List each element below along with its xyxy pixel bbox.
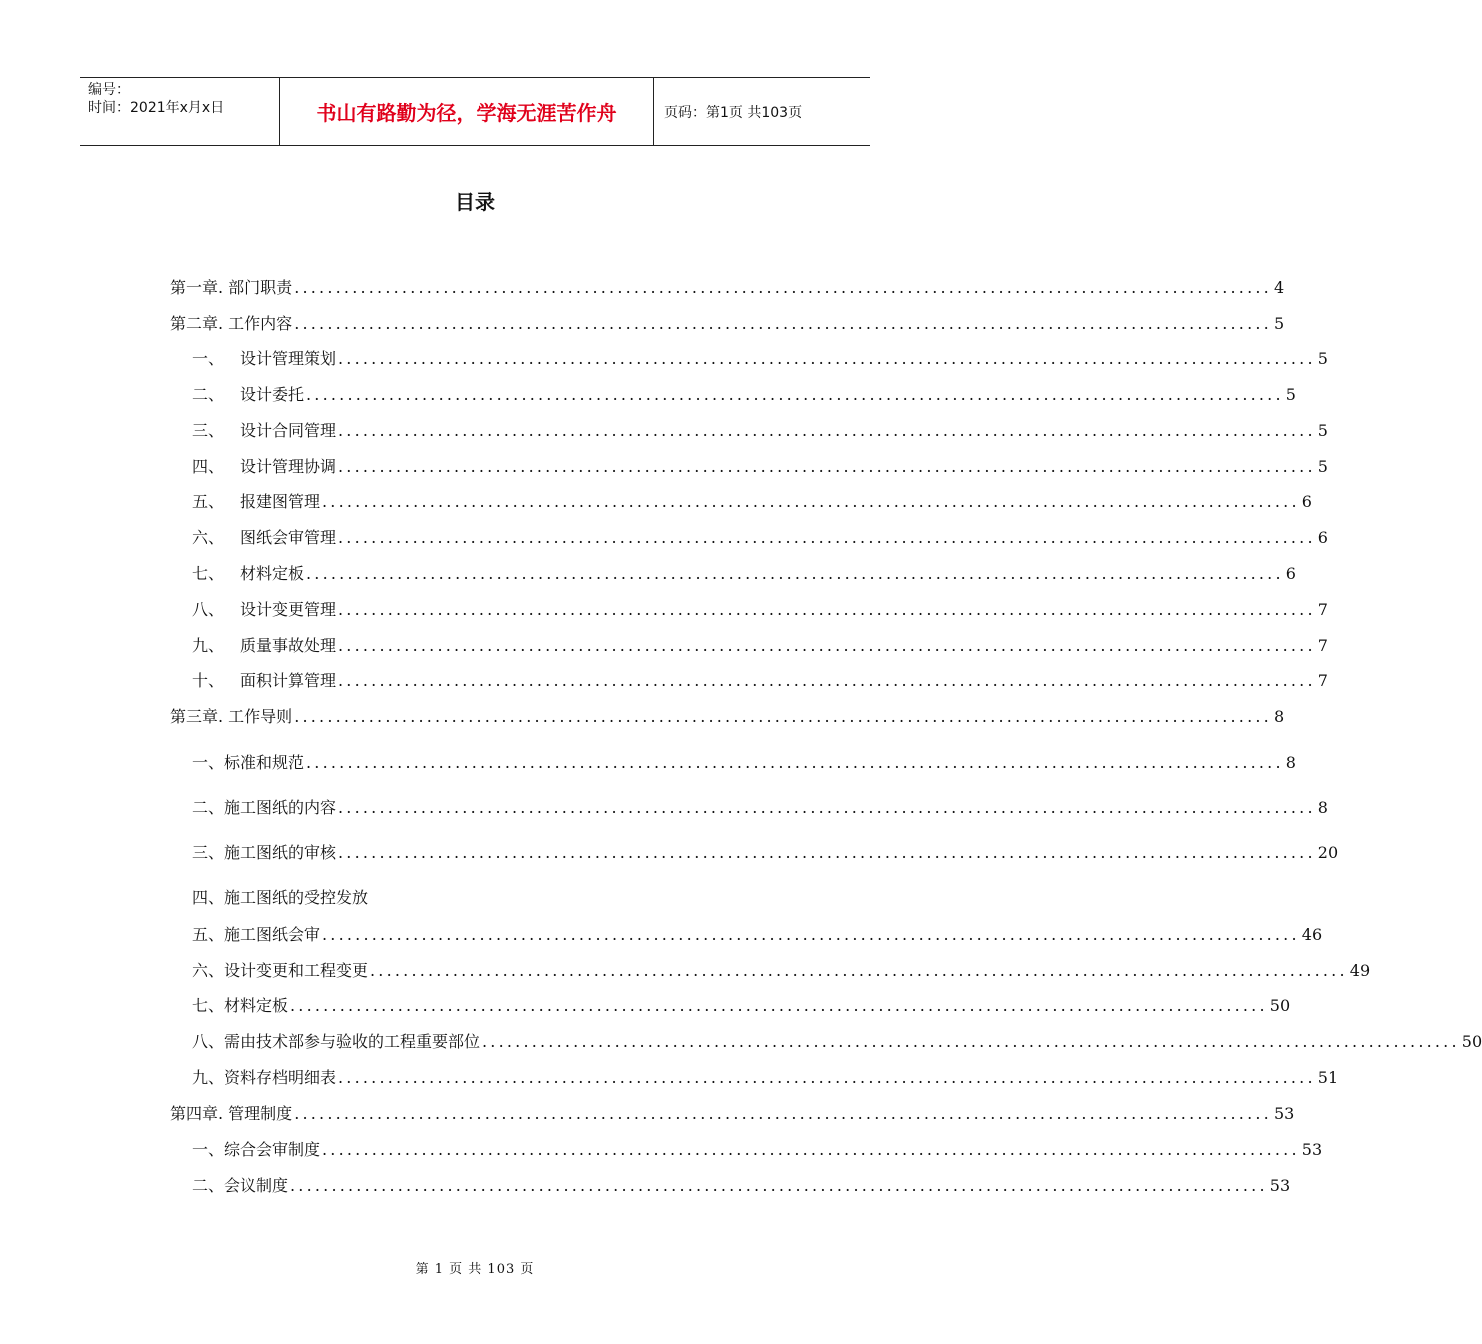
page-header [80,77,870,146]
toc-item-page: 49 [1349,961,1371,980]
toc-item-number: 七、 [192,564,225,583]
toc-item[interactable] [192,995,1291,1017]
toc-item-label: 一、综合会审制度 [192,1140,321,1159]
toc-item-page: 53 [1269,1176,1291,1195]
toc-item-label: 设计委托 [240,385,305,404]
toc-item-label: 报建图管理 [240,492,321,511]
toc-item-label: 九、资料存档明细表 [192,1068,337,1087]
toc-leader: ...................................................................................................................... [338,528,1316,547]
toc-leader: ...................................................................................................................... [306,385,1284,404]
toc-item[interactable] [192,563,1296,585]
toc-item-page: 5 [1317,457,1328,476]
toc-leader: ...................................................................................................................... [338,843,1316,862]
toc-leader: ...................................................................................................................... [338,600,1316,619]
toc-item[interactable] [192,752,1296,774]
toc-item-page: 50 [1269,996,1291,1015]
toc-item[interactable] [192,1067,1339,1089]
toc-item-number: 六、 [192,528,225,547]
document-time: 时间：2021年x月x日 [88,100,225,116]
toc-item-label: 第四章. 管理制度 [170,1104,293,1123]
toc-item[interactable] [170,313,1285,335]
toc-item[interactable] [192,924,1323,946]
toc-item-page: 8 [1285,753,1296,772]
toc-item-number: 四、 [192,457,225,476]
toc-item-page: 7 [1317,671,1328,690]
toc-item-label: 材料定板 [240,564,305,583]
page-footer: 第 1 页 共 103 页 [415,1262,535,1277]
toc-item-label: 质量事故处理 [240,636,337,655]
toc-item-page: 8 [1273,707,1285,726]
toc-leader: ...................................................................................................................... [290,1176,1268,1195]
page-title: 目录 [455,190,495,214]
toc-item[interactable] [170,277,1285,299]
toc-item-page: 5 [1273,314,1285,333]
toc-leader: ...................................................................................................................... [338,1068,1316,1087]
toc-item-page: 53 [1301,1140,1323,1159]
toc-item[interactable] [192,348,1328,370]
toc-item[interactable] [192,420,1328,442]
toc-item-label: 二、施工图纸的内容 [192,798,337,817]
toc-leader: ...................................................................................................................... [482,1032,1460,1051]
toc-item-number: 三、 [192,421,225,440]
toc-item-page: 4 [1273,278,1285,297]
toc-leader: ...................................................................................................................... [322,492,1300,511]
toc-item-page: 46 [1301,925,1323,944]
toc-item-label: 第二章. 工作内容 [170,314,293,333]
toc-leader: ...................................................................................................................... [370,961,1348,980]
toc-leader: ...................................................................................................................... [294,1104,1272,1123]
toc-item-page: 7 [1317,600,1328,619]
toc-item-label: 三、施工图纸的审核 [192,843,337,862]
toc-item[interactable] [192,797,1328,819]
toc-item-label: 第三章. 工作导则 [170,707,293,726]
toc-leader: ...................................................................................................................... [338,671,1316,690]
toc-leader: ...................................................................................................................... [306,753,1284,772]
toc-item[interactable] [192,599,1328,621]
toc-item-label: 设计合同管理 [240,421,337,440]
toc-item[interactable] [170,1103,1295,1125]
header-meta [80,78,280,145]
toc-item[interactable] [192,670,1328,692]
toc-item-number: 九、 [192,636,225,655]
toc-item-number: 一、 [192,349,225,368]
toc-item[interactable] [192,491,1312,513]
toc-item-number: 八、 [192,600,225,619]
document-number: 编号： [88,82,130,98]
toc-item-page: 53 [1273,1104,1295,1123]
toc-item-page: 5 [1317,421,1328,440]
header-motto: 书山有路勤为径，学海无涯苦作舟 [280,78,654,145]
toc-leader: ...................................................................................................................... [290,996,1268,1015]
toc-item[interactable] [192,635,1328,657]
toc-leader: ...................................................................................................................... [322,1140,1300,1159]
toc-leader: ...................................................................................................................... [338,636,1316,655]
toc-leader: ...................................................................................................................... [322,925,1300,944]
toc-item-page: 8 [1317,798,1328,817]
toc-item-label: 八、需由技术部参与验收的工程重要部位 [192,1032,481,1051]
toc-item[interactable] [192,456,1328,478]
toc-item-label: 二、会议制度 [192,1176,289,1195]
toc-item-page: 5 [1285,385,1296,404]
toc-item[interactable] [170,706,1285,728]
toc-item-number: 二、 [192,385,225,404]
toc-leader: ...................................................................................................................... [338,349,1316,368]
toc-item[interactable] [192,1139,1323,1161]
toc-item-label: 设计管理策划 [240,349,337,368]
toc-item-page: 7 [1317,636,1328,655]
toc-item-label: 五、施工图纸会审 [192,925,321,944]
toc-item-label: 面积计算管理 [240,671,337,690]
toc-leader: ...................................................................................................................... [338,457,1316,476]
toc-item-number: 五、 [192,492,225,511]
toc-leader: ...................................................................................................................... [294,278,1272,297]
toc-item-label: 图纸会审管理 [240,528,337,547]
toc-item-label: 一、标准和规范 [192,753,305,772]
toc-item-page: 6 [1301,492,1312,511]
toc-item[interactable] [192,384,1296,406]
toc-item[interactable] [192,527,1328,549]
toc-leader: ...................................................................................................................... [306,564,1284,583]
toc-item-page: 5 [1317,349,1328,368]
toc-item-page: 6 [1285,564,1296,583]
toc-item[interactable] [192,1175,1291,1197]
toc-item-page: 51 [1317,1068,1339,1087]
toc-item-number: 十、 [192,671,225,690]
toc-item-no-page[interactable]: 四、施工图纸的受控发放 [192,888,369,907]
toc-item-page: 20 [1317,843,1339,862]
toc-leader: ...................................................................................................................... [338,798,1316,817]
toc-item-label: 设计变更管理 [240,600,337,619]
toc-leader: ...................................................................................................................... [294,314,1272,333]
toc-item-label: 设计管理协调 [240,457,337,476]
toc-item-label: 第一章. 部门职责 [170,278,293,297]
toc-item-page: 50 [1461,1032,1482,1051]
toc-item[interactable] [192,960,1371,982]
toc-item-label: 六、设计变更和工程变更 [192,961,369,980]
toc-item-page: 6 [1317,528,1328,547]
toc-leader: ...................................................................................................................... [294,707,1272,726]
header-page-info: 页码：第1页 共103页 [664,104,803,121]
toc-leader: ...................................................................................................................... [338,421,1316,440]
toc-item[interactable] [192,1031,1482,1053]
toc-item-label: 七、材料定板 [192,996,289,1015]
toc-item[interactable] [192,842,1339,864]
